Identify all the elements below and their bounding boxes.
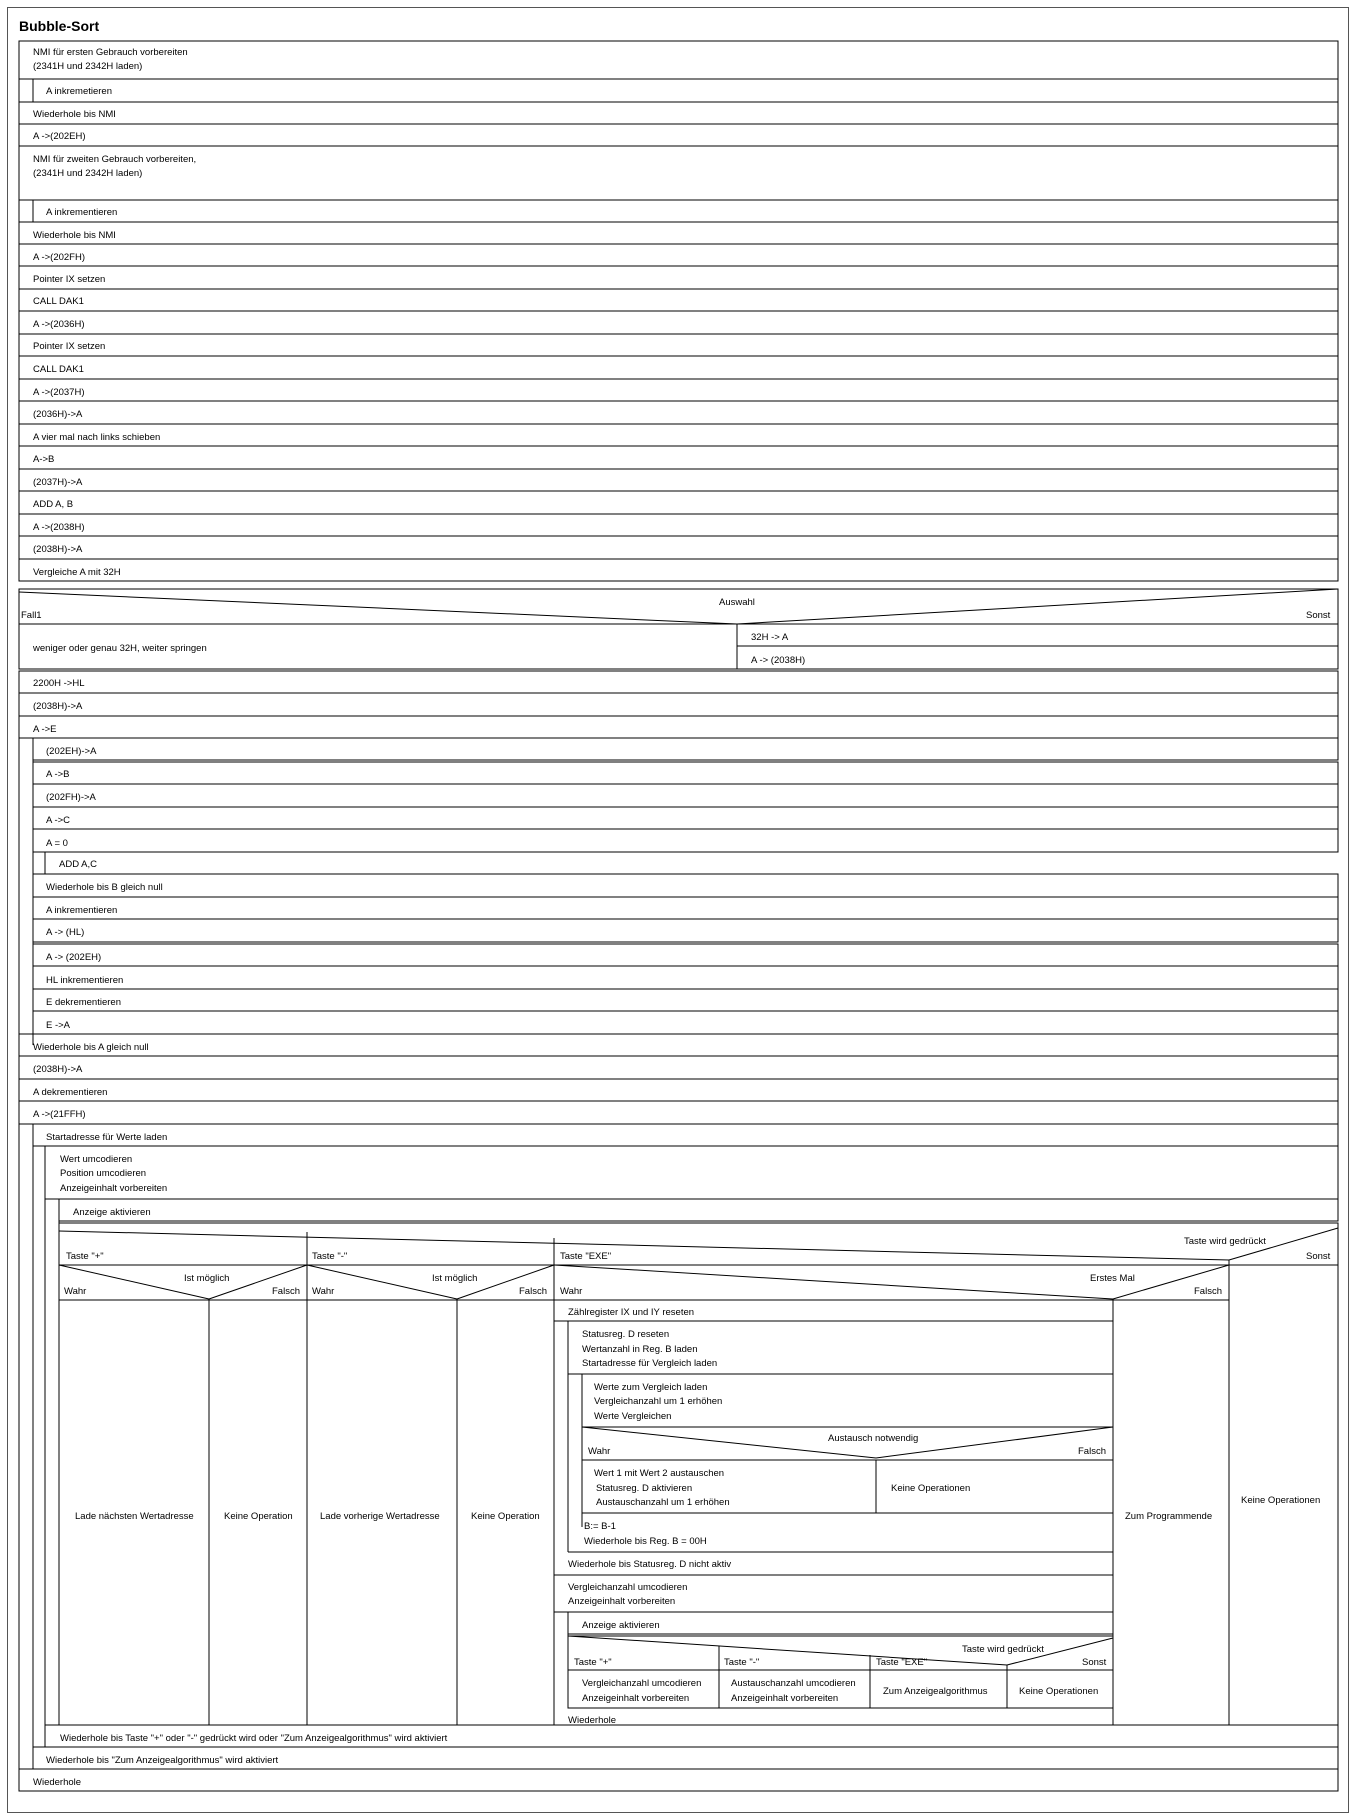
branch-label: Wahr [560,1286,583,1297]
branch-label: Wahr [588,1446,611,1457]
block-text: CALL DAK1 [33,296,84,307]
loop-condition: Wiederhole [33,1777,82,1788]
loop-condition: Wiederhole bis NMI [33,109,116,120]
block-text: (2038H)->A [33,701,83,712]
block-text: A ->(2038H) [33,522,85,533]
branch-text: Lade nächsten Wertadresse [75,1511,194,1522]
block-text: Pointer IX setzen [33,274,106,285]
block-text: A inkrementieren [46,905,118,916]
block-text: A ->(2036H) [33,319,85,330]
block-text: Startadresse für Vergleich laden [582,1358,718,1369]
block-text: Anzeige aktivieren [73,1207,151,1218]
branch-label: Falsch [1078,1446,1106,1457]
block-text: A = 0 [46,838,68,849]
block-text: Vergleichanzahl um 1 erhöhen [594,1396,723,1407]
block-text: (202EH)->A [46,746,97,757]
case-text: Anzeigeinhalt vorbereiten [731,1693,839,1704]
case-text: 32H -> A [751,632,789,643]
block-text: E ->A [46,1020,71,1031]
case-label: Sonst [1306,610,1331,621]
block-text: A dekrementieren [33,1087,108,1098]
loop-condition: Wiederhole bis Reg. B = 00H [584,1536,707,1547]
loop-condition: Wiederhole bis "Zum Anzeigealgorithmus" wird aktiviert [46,1755,279,1766]
case-label: Taste "+" [574,1657,612,1668]
block-text: Statusreg. D reseten [582,1329,670,1340]
block-text: Wertanzahl in Reg. B laden [582,1344,698,1355]
block-text: Werte zum Vergleich laden [594,1382,708,1393]
loop-condition: Wiederhole bis NMI [33,230,116,241]
block-text: ADD A, B [33,499,74,510]
case-text: Vergleichanzahl umcodieren [582,1678,702,1689]
branch-text: Lade vorherige Wertadresse [320,1511,440,1522]
block-text: (2036H)->A [33,409,83,420]
block-text: Position umcodieren [60,1168,147,1179]
switch-label: Taste wird gedrückt [962,1644,1044,1655]
block-text: B:= B-1 [584,1521,616,1532]
block-text: A vier mal nach links schieben [33,432,161,443]
case-text: Keine Operationen [1241,1495,1321,1506]
block-text: Vergleichanzahl umcodieren [568,1582,688,1593]
loop-condition: Wiederhole [568,1715,617,1726]
case-label: Fall1 [21,610,42,621]
block-text: Wert umcodieren [60,1154,133,1165]
condition-label: Ist möglich [432,1273,478,1284]
case-label: Taste "EXE" [876,1657,928,1668]
block-text: (2038H)->A [33,544,83,555]
case-label: Taste "EXE" [560,1251,612,1262]
case-text: Austauschanzahl umcodieren [731,1678,856,1689]
branch-text: Wert 1 mit Wert 2 austauschen [594,1468,725,1479]
case-text: weniger oder genau 32H, weiter springen [33,643,207,654]
branch-label: Falsch [272,1286,300,1297]
choice-label: Auswahl [719,597,755,608]
block-text: (202FH)->A [46,792,96,803]
block-text: (2341H und 2342H laden) [33,61,143,72]
condition-label: Ist möglich [184,1273,230,1284]
branch-label: Wahr [312,1286,335,1297]
branch-text: Keine Operation [224,1511,293,1522]
branch-label: Wahr [64,1286,87,1297]
block-text: NMI für ersten Gebrauch vorbereiten [33,47,188,58]
branch-text: Zum Programmende [1125,1511,1213,1522]
condition-label: Erstes Mal [1090,1273,1135,1284]
branch-text: Keine Operationen [891,1483,971,1494]
branch-text: Statusreg. D aktivieren [596,1483,693,1494]
case-label: Sonst [1082,1657,1107,1668]
block-text: A -> (HL) [46,927,85,938]
block-text: Pointer IX setzen [33,341,106,352]
block-text: NMI für zweiten Gebrauch vorbereiten, [33,154,197,165]
loop-body-text: A inkremetieren [46,86,113,97]
branch-text: Austauschanzahl um 1 erhöhen [596,1497,730,1508]
block-text: A->B [33,454,55,465]
block-text: (2037H)->A [33,477,83,488]
case-text: Keine Operationen [1019,1686,1099,1697]
branch-text: Keine Operation [471,1511,540,1522]
case-label: Sonst [1306,1251,1331,1262]
block-text: Anzeigeinhalt vorbereiten [568,1596,676,1607]
loop-condition: Wiederhole bis Taste "+" oder "-" gedrückt wird oder "Zum Anzeigealgorithmus" wird aktiviert [60,1733,448,1744]
case-text: A -> (2038H) [751,655,806,666]
block-text: CALL DAK1 [33,364,84,375]
case-text: Zum Anzeigealgorithmus [883,1686,988,1697]
loop-body-text: ADD A,C [59,859,98,870]
branch-label: Falsch [1194,1286,1222,1297]
block-text: A ->(2037H) [33,387,85,398]
loop-condition: Wiederhole bis A gleich null [33,1042,149,1053]
case-label: Taste "+" [66,1251,104,1262]
loop-body-text: A inkrementieren [46,207,118,218]
loop-condition: Wiederhole bis Statusreg. D nicht aktiv [568,1559,732,1570]
block-text: (2038H)->A [33,1064,83,1075]
block-text: A -> (202EH) [46,952,102,963]
block-text: 2200H ->HL [33,678,85,689]
block-text: HL inkrementieren [46,975,124,986]
case-text: Anzeigeinhalt vorbereiten [582,1693,690,1704]
loop-condition: Wiederhole bis B gleich null [46,882,163,893]
case-label: Taste "-" [724,1657,760,1668]
block-text: A ->B [46,769,70,780]
block-text: Anzeigeinhalt vorbereiten [60,1183,168,1194]
block-text: A ->C [46,815,71,826]
block-text: (2341H und 2342H laden) [33,168,143,179]
block-text: E dekrementieren [46,997,121,1008]
block-text: Startadresse für Werte laden [46,1132,168,1143]
block-text: Vergleiche A mit 32H [33,567,121,578]
block-text: A ->(21FFH) [33,1109,86,1120]
block-text: A ->(202EH) [33,131,86,142]
case-label: Taste "-" [312,1251,348,1262]
block-text: Werte Vergleichen [594,1411,672,1422]
block-text: A ->(202FH) [33,252,86,263]
block-text: Zählregister IX und IY reseten [568,1307,695,1318]
diagram-title: Bubble-Sort [19,18,100,34]
condition-label: Austausch notwendig [828,1433,919,1444]
block-text: Anzeige aktivieren [582,1620,660,1631]
block-text: A ->E [33,724,57,735]
branch-label: Falsch [519,1286,547,1297]
switch-label: Taste wird gedrückt [1184,1236,1266,1247]
